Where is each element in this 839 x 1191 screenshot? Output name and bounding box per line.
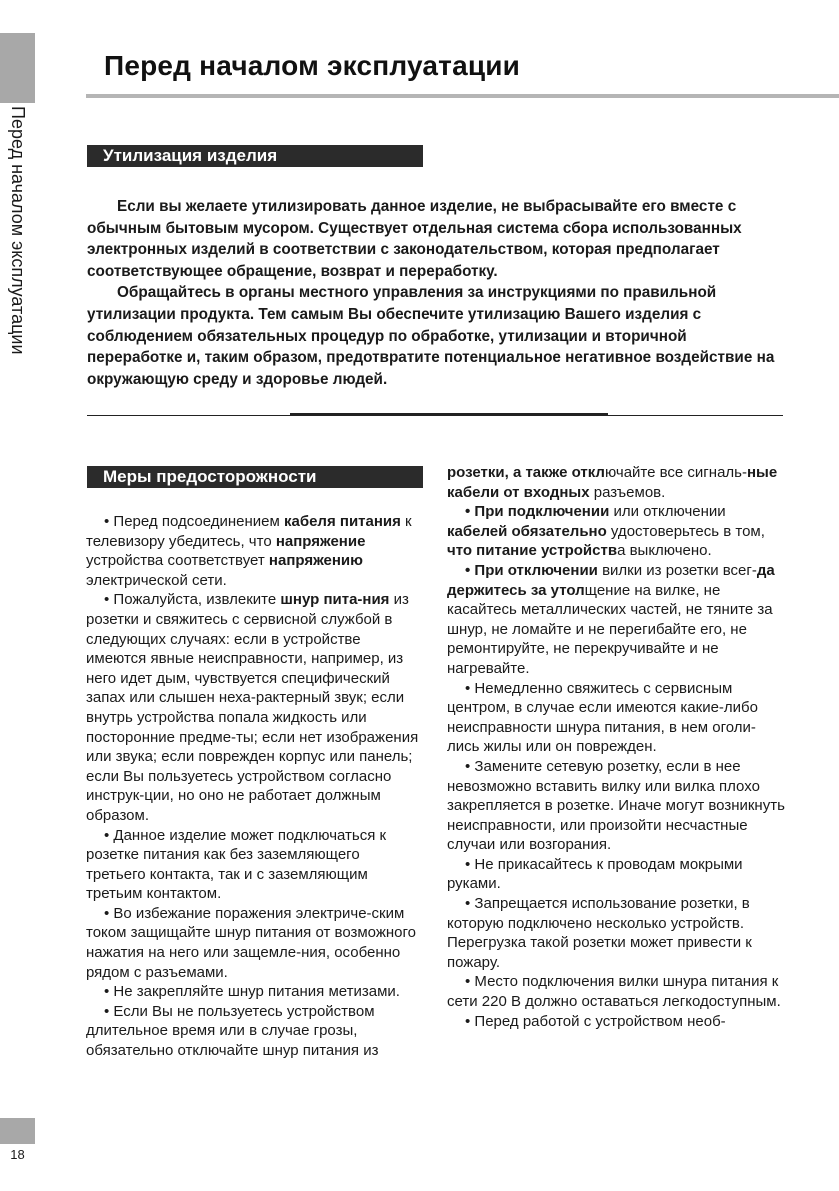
body-text: • Замените сетевую розетку, если в нее невозможно вставить вилку или вилка плохо закрепляется в розетке. Иначе могут возникнуть неисправности, или произойти несчастные случаи или возгорания. bbox=[447, 757, 785, 854]
emphasis-text: кабеля питания bbox=[279, 513, 401, 530]
precaution-item bbox=[86, 904, 422, 982]
disposal-paragraph-1: Если вы желаете утилизировать данное изделие, не выбрасывайте его вместе с обычным бытовым мусором. Существует отдельная система сбора использованных электронных изделий в соответствии с законодательством, которая предполагает соответствующее обращение, возврат и переработку. bbox=[87, 198, 742, 280]
emphasis-text: • При отключении bbox=[465, 561, 598, 579]
precaution-item bbox=[447, 679, 787, 757]
body-text: а выключено. bbox=[617, 542, 712, 560]
disposal-text bbox=[87, 196, 777, 390]
emphasis-text: • При подключении bbox=[465, 503, 610, 521]
emphasis-text: напряжению bbox=[264, 552, 363, 570]
section-heading-disposal: Утилизация изделия bbox=[87, 145, 423, 167]
body-text: • Перед работой с устройством необ- bbox=[465, 1012, 726, 1030]
body-text: электрической сети. bbox=[86, 571, 227, 589]
precaution-item bbox=[447, 463, 787, 502]
precaution-item bbox=[86, 1002, 422, 1061]
emphasis-text: да держитесь за утол bbox=[447, 561, 775, 599]
body-text: • Данное изделие может подключаться к розетке питания как без заземляющего третьего контакта, так и с заземляющим третьим контактом. bbox=[86, 826, 387, 903]
emphasis-text: что питание устройств bbox=[447, 542, 618, 560]
body-text: • Во избежание поражения электриче-ским током защищайте шнур питания от возможного нажатия на него или защемле-ния, особенно рядом с разъемами. bbox=[86, 904, 416, 981]
precaution-item bbox=[86, 982, 422, 1002]
emphasis-text: кабелей обязательно bbox=[447, 522, 607, 540]
body-text: к телевизору убедитесь, что bbox=[86, 513, 412, 550]
precaution-item bbox=[447, 855, 787, 894]
body-text: • Перед подсоединением bbox=[104, 513, 280, 530]
precaution-item bbox=[86, 826, 422, 904]
side-tab-marker bbox=[0, 33, 35, 103]
precaution-item bbox=[447, 502, 787, 561]
body-text: • Если Вы не пользуетесь устройством длительное время или в случае грозы, обязательно отключайте шнур питания из bbox=[86, 1002, 379, 1060]
precaution-item bbox=[447, 757, 787, 855]
title-underline bbox=[86, 94, 839, 98]
footer-tab-marker bbox=[0, 1118, 35, 1144]
body-text: • Место подключения вилки шнура питания к сети 220 В должно оставаться легкодоступным. bbox=[447, 973, 781, 1011]
emphasis-text: розетки, а также откл bbox=[447, 464, 605, 481]
precautions-left-column bbox=[86, 512, 422, 1061]
side-chapter-label: Перед началом эксплуатации bbox=[8, 106, 28, 355]
precaution-item bbox=[86, 512, 422, 590]
page-number: 18 bbox=[10, 1147, 25, 1162]
body-text: • Немедленно свяжитесь с сервисным центром, в случае если имеются какие-либо неисправности шнура питания, в нем оголи-лись жилы или он поврежден. bbox=[447, 679, 758, 756]
body-text: устройства соответствует bbox=[86, 552, 265, 570]
disposal-paragraph-2: Обращайтесь в органы местного управления за инструкциями по правильной утилизации продукта. Тем самым Вы обеспечите утилизацию Вашего изделия с соблюдением обязательных процедур по обработке, утилизации и вторичной переработке и, таким образом, предотвратите потенциальное негативное воздействие на окружающую среду и здоровье людей. bbox=[87, 284, 775, 388]
precaution-item bbox=[447, 894, 787, 972]
precaution-item bbox=[447, 561, 787, 679]
precautions-right-column bbox=[447, 463, 787, 1031]
body-text: ючайте все сигналь- bbox=[604, 464, 747, 481]
precaution-item bbox=[447, 972, 787, 1011]
page-title: Перед началом эксплуатации bbox=[104, 50, 521, 81]
body-text: удостоверьтесь в том, bbox=[606, 522, 765, 540]
body-text: разъемов. bbox=[589, 483, 666, 501]
body-text: или отключении bbox=[609, 503, 726, 521]
emphasis-text: ные кабели от входных bbox=[447, 464, 778, 501]
emphasis-text: напряжение bbox=[271, 532, 366, 550]
body-text: • Не прикасайтесь к проводам мокрыми руками. bbox=[447, 855, 743, 893]
section-heading-precautions: Меры предосторожности bbox=[87, 466, 423, 488]
body-text: • Пожалуйста, извлеките bbox=[104, 591, 277, 609]
emphasis-text: шнур пита-ния bbox=[276, 591, 390, 609]
section-divider-accent bbox=[290, 413, 608, 416]
body-text: щение на вилке, не касайтесь металлических частей, не тяните за шнур, не ломайте и не перегибайте его, не ремонтируйте, не перекручивайте и не нагревайте. bbox=[447, 581, 773, 677]
body-text: из розетки и свяжитесь с сервисной службой в следующих случаях: если в устройстве имеются явные неисправности, например, из него идет дым, чувствуется специфический запах или слышен неха-рактерный звук; если внутрь устройства попала жидкость или посторонние предме-ты; если нет изображения или звука; если поврежден корпус или панель; если Вы пользуетесь устройством согласно инструк-ции, но оно не работает должным образом. bbox=[86, 591, 419, 824]
body-text: вилки из розетки всег- bbox=[597, 561, 757, 579]
precaution-item bbox=[86, 590, 422, 825]
precaution-item bbox=[447, 1012, 787, 1032]
body-text: • Запрещается использование розетки, в которую подключено несколько устройств. Перегрузка такой розетки может привести к пожару. bbox=[447, 895, 752, 971]
body-text: • Не закрепляйте шнур питания метизами. bbox=[104, 983, 400, 1001]
